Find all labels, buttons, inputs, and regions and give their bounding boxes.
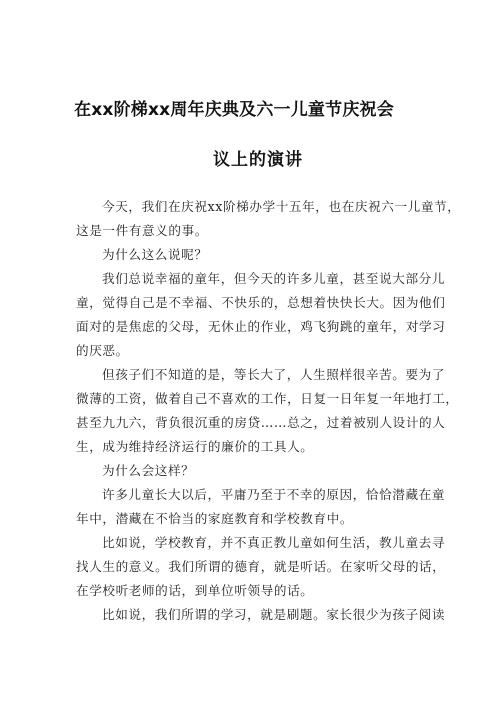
paragraph-line: 比如说，我们所谓的学习，就是刷题。家长很少为孩子阅读	[102, 607, 446, 622]
document-title-line-1: 在xx阶梯xx周年庆典及六一儿童节庆祝会	[74, 100, 394, 120]
paragraph-line: 的厌恶。	[76, 343, 129, 358]
paragraph-line: 年中，潜藏在不恰当的家庭教育和学校教育中。	[76, 511, 354, 526]
paragraph-line: 为什么这么说呢？	[102, 247, 208, 262]
paragraph-line: 许多儿童长大以后，平庸乃至于不幸的原因，恰恰潜藏在童	[102, 487, 446, 502]
paragraph-line: 我们总说幸福的童年，但今天的许多儿童，甚至说大部分儿	[102, 271, 446, 286]
document-title-line-2: 议上的演讲	[213, 150, 303, 170]
paragraph-line: 在学校听老师的话，到单位听领导的话。	[76, 583, 314, 598]
paragraph-line: 生，成为维持经济运行的廉价的工具人。	[76, 439, 314, 454]
paragraph-line: 面对的是焦虑的父母，无休止的作业，鸡飞狗跳的童年，对学习	[76, 319, 446, 334]
paragraph-line: 为什么会这样？	[102, 463, 195, 478]
paragraph-line: 但孩子们不知道的是，等长大了，人生照样很辛苦。要为了	[102, 367, 446, 382]
paragraph-line: 这是一件有意义的事。	[76, 223, 208, 238]
paragraph-line: 甚至九九六，背负很沉重的房贷……总之，过着被别人设计的人	[76, 415, 446, 430]
paragraph-line: 微薄的工资，做着自己不喜欢的工作，日复一日年复一年地打工，	[76, 391, 459, 406]
paragraph-line: 找人生的意义。我们所谓的德育，就是听话。在家听父母的话，	[76, 559, 446, 574]
paragraph-line: 童，觉得自己是不幸福、不快乐的，总想着快快长大。因为他们	[76, 295, 446, 310]
paragraph-line: 比如说，学校教育，并不真正教儿童如何生活，教儿童去寻	[102, 535, 446, 550]
paragraph-line: 今天，我们在庆祝xx阶梯办学十五年，也在庆祝六一儿童节，	[102, 199, 461, 214]
